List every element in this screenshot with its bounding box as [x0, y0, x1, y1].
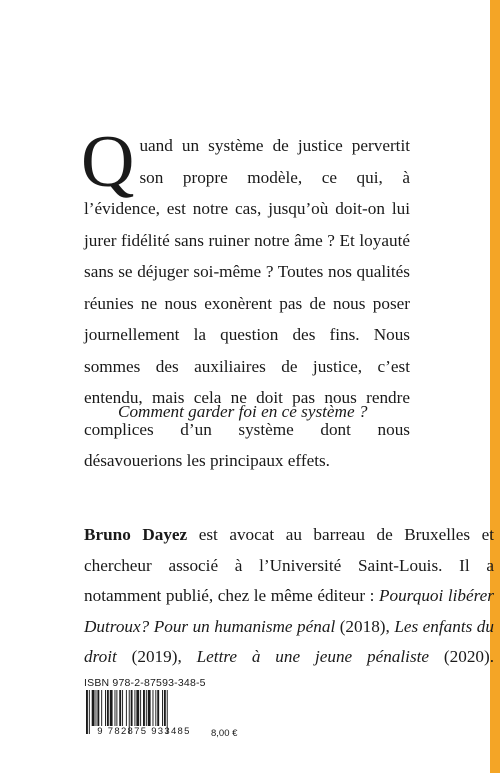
closing-question: Comment garder foi en ce système ? [118, 402, 368, 421]
book-title-3: Lettre à une jeune pénaliste [196, 647, 430, 666]
book-year-3: (2020). [443, 647, 495, 666]
barcode-bar [97, 690, 99, 726]
barcode-bar [136, 690, 139, 726]
barcode-bar [107, 690, 109, 726]
bio-text: est avocat au barreau de Bruxelles et chercheur associé à l’Université Saint-Louis. Il a notamment publié, chez le même éditeur : [84, 525, 495, 605]
barcode-bar [116, 690, 117, 726]
barcode-bar [162, 690, 163, 726]
barcode-bar [122, 690, 123, 726]
barcode-bar [110, 690, 113, 726]
author-name: Bruno Dayez [84, 525, 188, 544]
barcode-bar [164, 690, 166, 726]
book-year-2: (2019), [131, 647, 182, 666]
barcode-bar [115, 690, 116, 726]
quote-text: uand un système de justice pervertit son propre modèle, ce qui, à l’évidence, est notre cas, jusqu’où doit-on lui jurer fidélité sans ruiner notre âme ? Et loyauté sans se déjuger soi-même ? Toutes nos qualités réunies ne nous exonèrent pas de nous poser journellement la question des fins. Nous sommes des auxiliaires de justice, c’est entendu, mais cela ne doit pas nous rendre complices d’un système dont nous désavouerions les principaux effets. [84, 136, 410, 470]
barcode-bar [146, 690, 147, 726]
price: 8,00 € [211, 728, 238, 739]
book-title-2: Les enfants du droit [84, 616, 494, 666]
barcode-bar [131, 690, 133, 726]
book-title-1: Pourquoi libérer Dutroux? Pour un humanisme pénal [84, 586, 494, 636]
barcode-bar [105, 690, 106, 726]
isbn-label: ISBN 978-2-87593-348-5 [84, 677, 206, 689]
barcode-bar [134, 690, 135, 726]
barcode-bar [157, 690, 159, 726]
barcode-bar [153, 690, 154, 726]
barcode-bar [119, 690, 121, 726]
drop-cap: Q [81, 121, 135, 203]
barcode-bar [126, 690, 127, 726]
barcode-bar [101, 690, 102, 726]
barcode-bar [92, 690, 95, 726]
back-cover-quote [81, 121, 410, 477]
barcode-bar [143, 690, 145, 726]
barcode-digits: 9 782875 933485 [97, 726, 191, 737]
barcode-bar [140, 690, 141, 726]
book-year-1: (2018), [339, 616, 390, 636]
barcode-bar [96, 690, 97, 726]
barcode-bar [148, 690, 151, 726]
barcode-bar [155, 690, 156, 726]
author-bio [84, 520, 494, 673]
